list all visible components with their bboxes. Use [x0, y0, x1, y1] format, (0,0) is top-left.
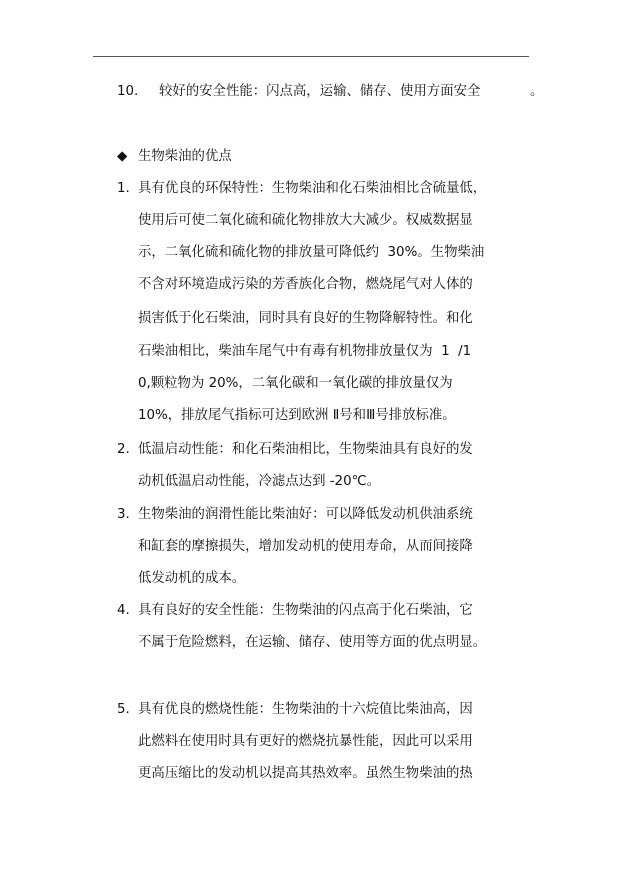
item-3-line: 生物柴油的润滑性能比柴油好：可以降低发动机供油系统: [138, 507, 473, 522]
item-1-line: 损害低于化石柴油，同时具有良好的生物降解特性。和化: [138, 311, 473, 326]
item-5-line: 具有优良的燃烧性能：生物柴油的十六烷值比柴油高，因: [138, 702, 473, 717]
item-1-number: 1.: [117, 181, 130, 196]
item-4-number: 4.: [117, 603, 130, 618]
item-1-line: 不含对环境造成污染的芳香族化合物，燃烧尾气对人体的: [138, 277, 473, 292]
item-5-line: 此燃料在使用时具有更好的燃烧抗暴性能，因此可以采用: [138, 734, 473, 749]
item-3-number: 3.: [117, 507, 130, 522]
item-4-line: 不属于危险燃料，在运输、储存、使用等方面的优点明显。: [138, 635, 487, 650]
item-1-line: 具有优良的环保特性：生物柴油和化石柴油相比含硫量低，: [138, 181, 487, 196]
item-3-line: 和缸套的摩擦损失，增加发动机的使用寿命，从而间接降: [138, 539, 473, 554]
item-2-number: 2.: [117, 442, 130, 457]
item-1-line: 10%，排放尾气指标可达到欧洲 Ⅱ号和Ⅲ号排放标准。: [138, 408, 456, 423]
item-1-line: 使用后可使二氧化硫和硫化物排放大大减少。权威数据显: [138, 213, 473, 228]
section-title: 生物柴油的优点: [138, 149, 232, 164]
item-2-line: 动机低温启动性能，冷滤点达到 -20℃。: [138, 474, 381, 489]
item-10-number: 10.: [117, 84, 139, 99]
item-1-line: 0,颗粒物为 20%，二氧化碳和一氧化碳的排放量仅为: [138, 376, 453, 391]
header-rule: [93, 56, 529, 57]
item-5-line: 更高压缩比的发动机以提高其热效率。虽然生物柴油的热: [138, 766, 473, 781]
item-1-line: 示，二氧化硫和硫化物的排放量可降低约 30%。生物柴油: [138, 245, 485, 260]
item-4-line: 具有良好的安全性能：生物柴油的闪点高于化石柴油，它: [138, 603, 473, 618]
item-5-number: 5.: [117, 702, 130, 717]
item-1-line: 石柴油相比，柴油车尾气中有毒有机物排放量仅为 1 /1: [138, 344, 472, 359]
item-10-end: 。: [530, 84, 544, 99]
item-2-line: 低温启动性能：和化石柴油相比，生物柴油具有良好的发: [138, 442, 473, 457]
item-3-line: 低发动机的成本。: [138, 571, 246, 586]
diamond-bullet-icon: ◆: [117, 149, 128, 164]
item-10-text: 较好的安全性能：闪点高，运输、储存、使用方面安全: [159, 84, 481, 99]
